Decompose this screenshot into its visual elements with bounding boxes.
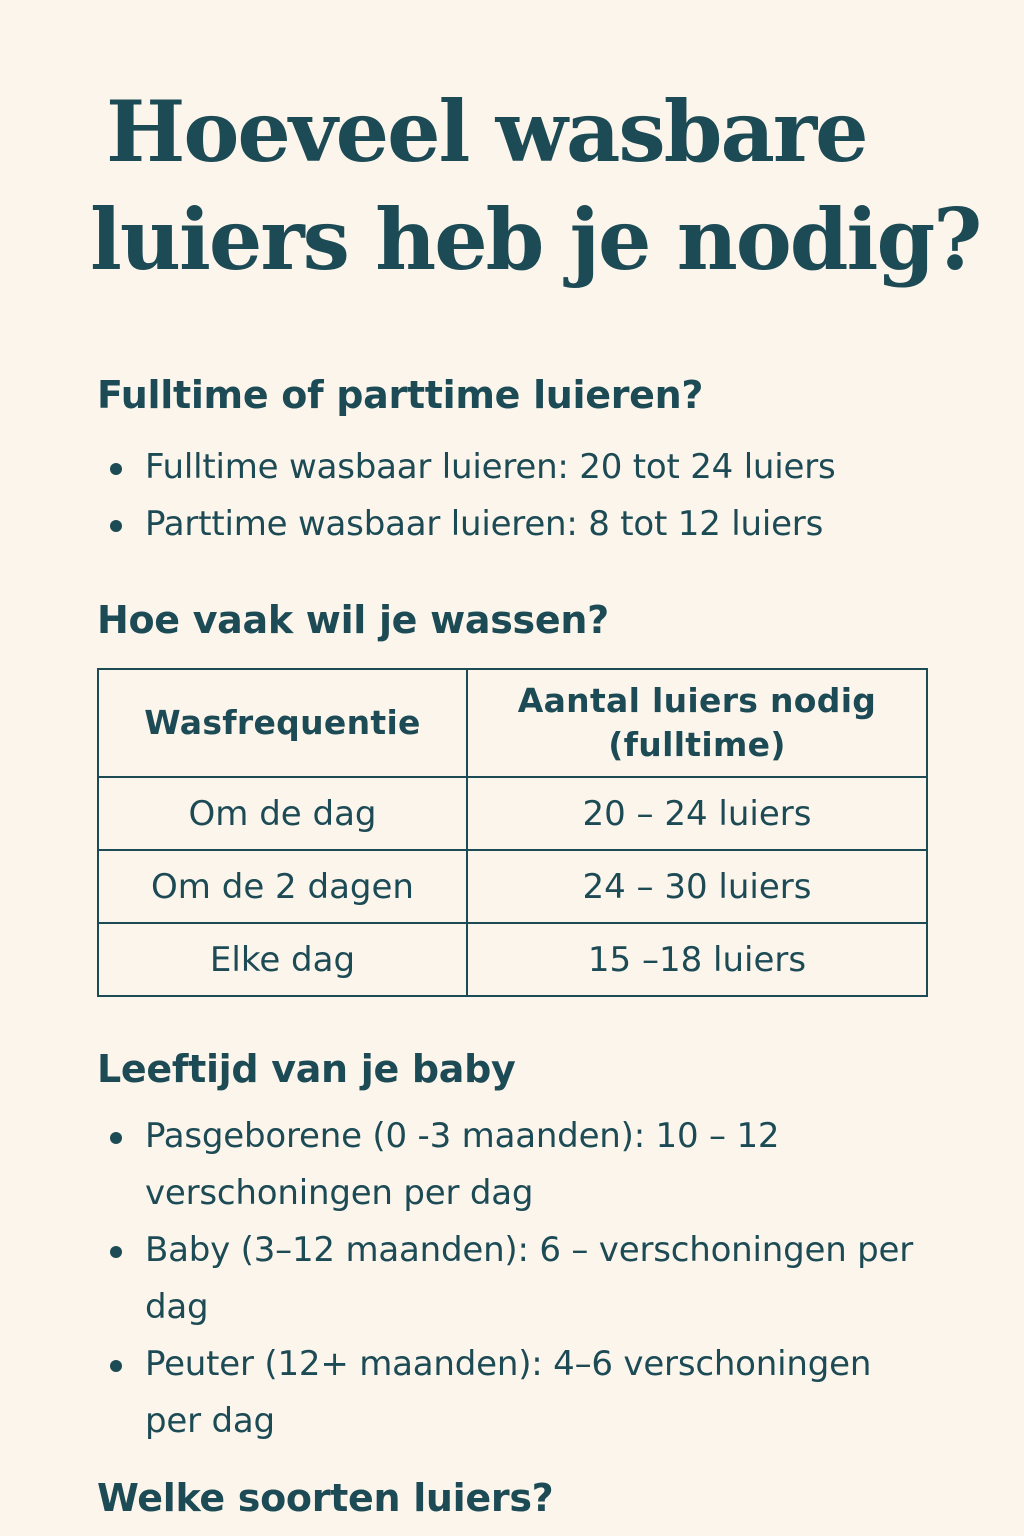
- wash-frequency-table: [97, 668, 928, 997]
- column-header-count: Aantal luiers nodig (fulltime): [467, 669, 927, 777]
- list-item: Parttime wasbaar luieren: 8 tot 12 luiers: [108, 496, 836, 553]
- heading-fulltime-parttime: Fulltime of parttime luieren?: [97, 373, 704, 417]
- table-row: [98, 850, 927, 923]
- heading-wash-frequency: Hoe vaak wil je wassen?: [97, 598, 609, 642]
- list-item: Peuter (12+ maanden): 4–6 verschoningen per dag: [108, 1336, 935, 1450]
- column-header-frequency: Wasfrequentie: [98, 669, 467, 777]
- heading-baby-age: Leeftijd van je baby: [97, 1047, 516, 1091]
- table-row: [98, 923, 927, 996]
- table-cell: 24 – 30 luiers: [467, 850, 927, 923]
- table-row: [98, 777, 927, 850]
- age-list: [108, 1108, 935, 1450]
- table-cell: 20 – 24 luiers: [467, 777, 927, 850]
- table-cell: Om de 2 dagen: [98, 850, 467, 923]
- list-item: Pasgeborene (0 -3 maanden): 10 – 12 verschoningen per dag: [108, 1108, 935, 1222]
- title-line-2: luiers heb je nodig?: [90, 190, 981, 289]
- heading-diaper-types: Welke soorten luiers?: [97, 1476, 554, 1520]
- list-item: Fulltime wasbaar luieren: 20 tot 24 luiers: [108, 439, 836, 496]
- table-header-row: [98, 669, 927, 777]
- table-cell: 15 –18 luiers: [467, 923, 927, 996]
- page-title: [90, 78, 990, 294]
- title-line-1: Hoeveel wasbare: [106, 82, 867, 181]
- table-cell: Om de dag: [98, 777, 467, 850]
- table-cell: Elke dag: [98, 923, 467, 996]
- fulltime-list: [108, 439, 836, 553]
- list-item: Baby (3–12 maanden): 6 – verschoningen per dag: [108, 1222, 935, 1336]
